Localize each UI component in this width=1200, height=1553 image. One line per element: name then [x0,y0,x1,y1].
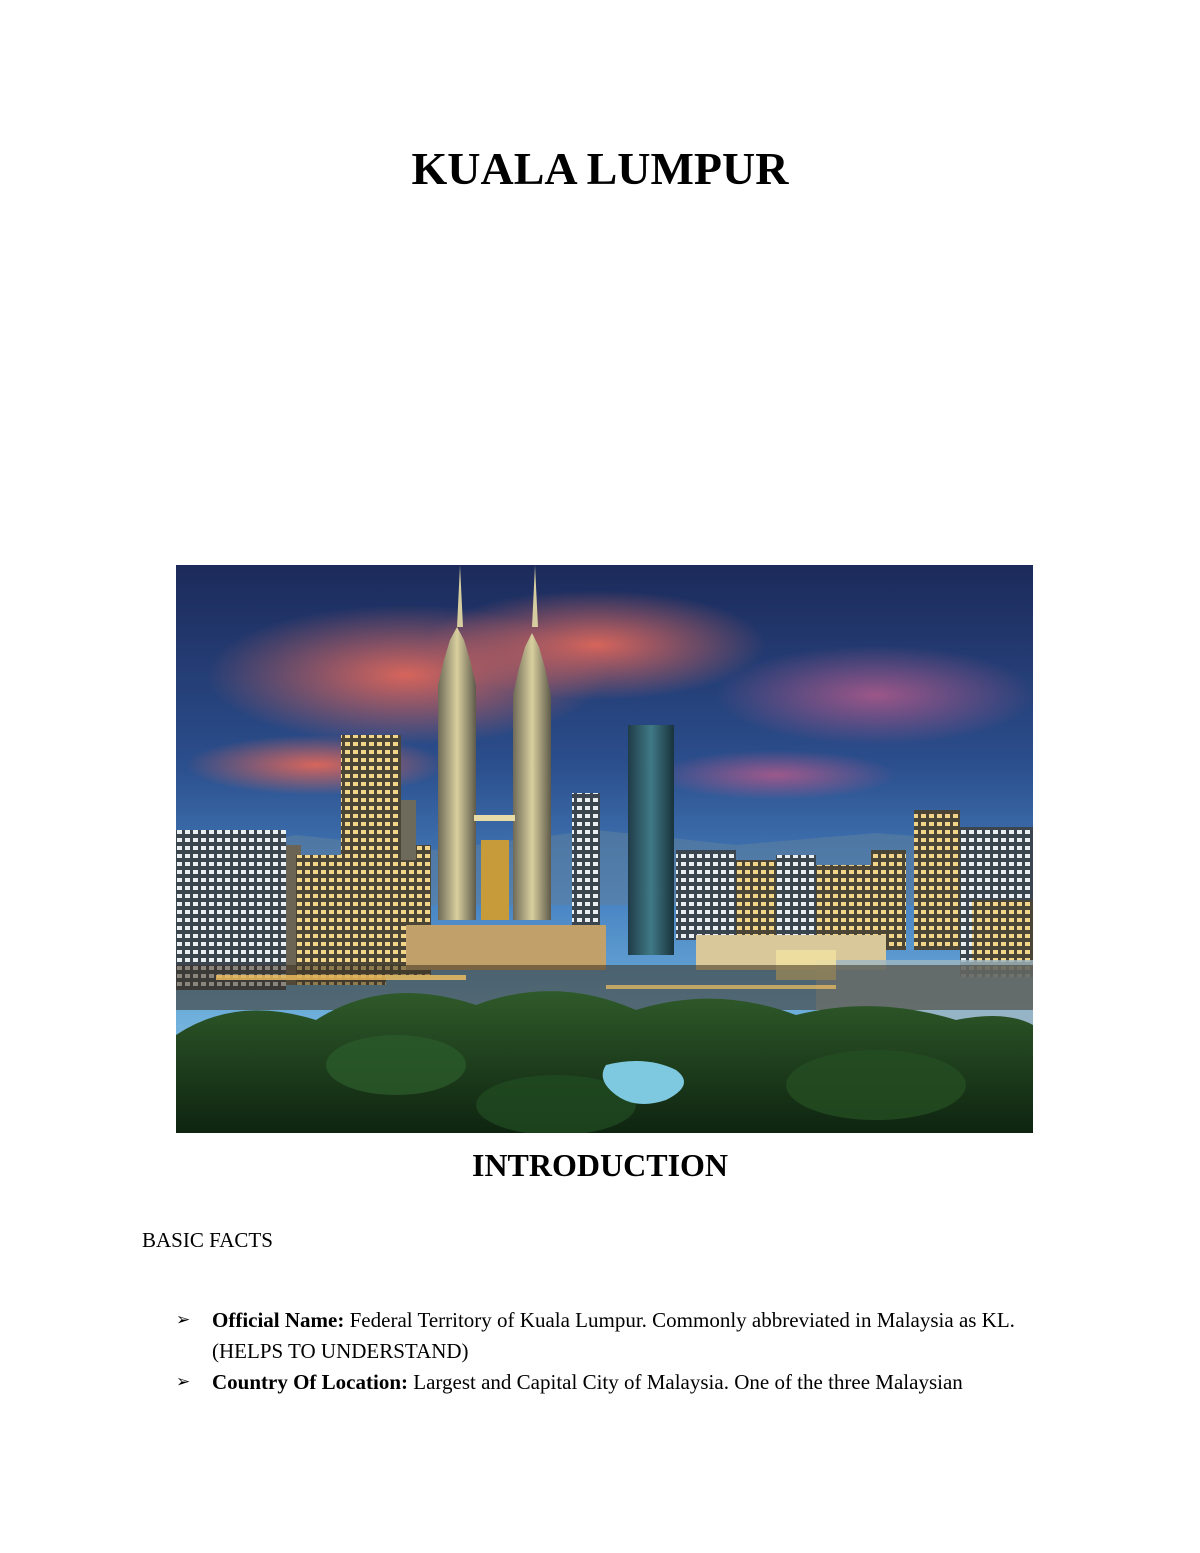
document-title: KUALA LUMPUR [411,143,789,194]
list-item [176,1305,1076,1367]
arrowhead-bullet-icon: ➢ [176,1310,191,1330]
fact-text: Largest and Capital City of Malaysia. One of the three Malaysian [408,1370,963,1394]
fact-label: Official Name: [212,1308,345,1332]
basic-facts-list [176,1305,1076,1398]
city-skyline-photo [176,565,1033,1133]
fact-text: Federal Territory of Kuala Lumpur. Commonly abbreviated in Malaysia as KL. (HELPS TO UNDERSTAND) [212,1308,1015,1363]
list-item [176,1367,1076,1398]
arrowhead-bullet-icon: ➢ [176,1372,191,1392]
section-heading: INTRODUCTION [471,1147,729,1183]
fact-label: Country Of Location: [212,1370,408,1394]
basic-facts-subheading: BASIC FACTS [142,1228,273,1252]
